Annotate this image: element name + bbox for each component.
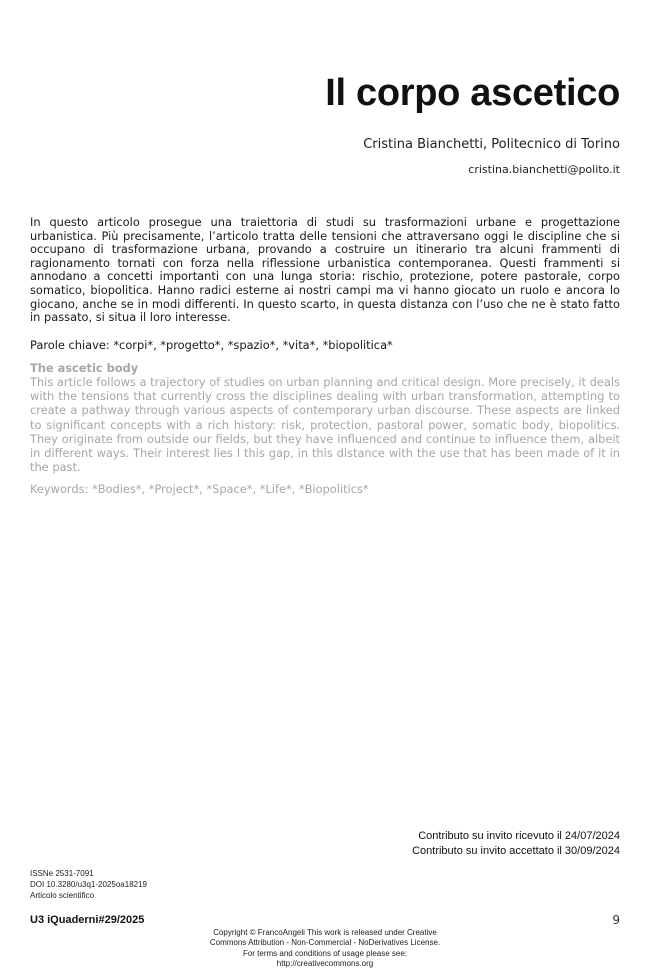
issn: ISSNe 2531-7091 bbox=[30, 869, 94, 878]
journal-issue: U3 iQuaderni#29/2025 bbox=[30, 914, 145, 926]
copyright-line: Commons Attribution - Non-Commercial - NoDerivatives License. bbox=[209, 938, 441, 947]
article-type: Articolo scientifico bbox=[30, 891, 95, 900]
abstract-english: This article follows a trajectory of studies on urban planning and critical design. More precisely, it deals with the tensions that currently cross the disciplines dealing with urban transformation, attempting to create a pathway through various aspects of contemporary urban discourse. These aspects are linked to significant concepts with a rich history: risk, protection, pastoral power, somatic body, biopolitics. They originate from outside our fields, but they have influenced and continue to influence them, albeit in different ways. Their interest lies I this gap, in this distance with the use that has been made of it in the past. bbox=[30, 375, 620, 475]
license-link[interactable]: http://creativecommons.org bbox=[276, 959, 374, 968]
author-affiliation: Cristina Bianchetti, Politecnico di Torino bbox=[363, 137, 620, 152]
doi: DOI 10.3280/u3q1-2025oa18219 bbox=[30, 880, 147, 889]
accepted-date: Contributo su invito accettato il 30/09/2024 bbox=[412, 845, 620, 857]
copyright-line: For terms and conditions of usage please see: bbox=[242, 949, 408, 958]
article-title: Il corpo ascetico bbox=[325, 72, 620, 114]
abstract-italian: In questo articolo prosegue una traiettoria di studi su trasformazioni urbane e progettazione urbanistica. Più precisamente, l’articolo tratta delle tensioni che attraversano oggi le discipline che si occupano di trasformazione urbana, provando a costruire un itinerario tra alcuni frammenti di ragionamento tornati con forza nella riflessione urbanistica contemporanea. Questi frammenti si annodano a concetti importanti con una lunga storia: rischio, protezione, potere pastorale, corpo somatico, biopolitica. Hanno radici esterne ai nostri campi ma vi hanno giocato un ruolo e ancora lo giocano, anche se in modi differenti. In questo scarto, in questa distanza con l’uso che ne è stato fatto in passato, si situa il loro interesse. bbox=[30, 215, 620, 325]
keywords-english: Keywords: *Bodies*, *Project*, *Space*, *Life*, *Biopolitics* bbox=[30, 482, 369, 496]
author-email: cristina.bianchetti@polito.it bbox=[468, 163, 620, 176]
keywords-italian: Parole chiave: *corpi*, *progetto*, *spazio*, *vita*, *biopolitica* bbox=[30, 338, 393, 352]
received-date: Contributo su invito ricevuto il 24/07/2024 bbox=[418, 830, 620, 842]
english-title: The ascetic body bbox=[30, 361, 139, 375]
page-number: 9 bbox=[612, 913, 620, 927]
copyright-line: Copyright © FrancoAngeli This work is released under Creative bbox=[213, 928, 437, 937]
